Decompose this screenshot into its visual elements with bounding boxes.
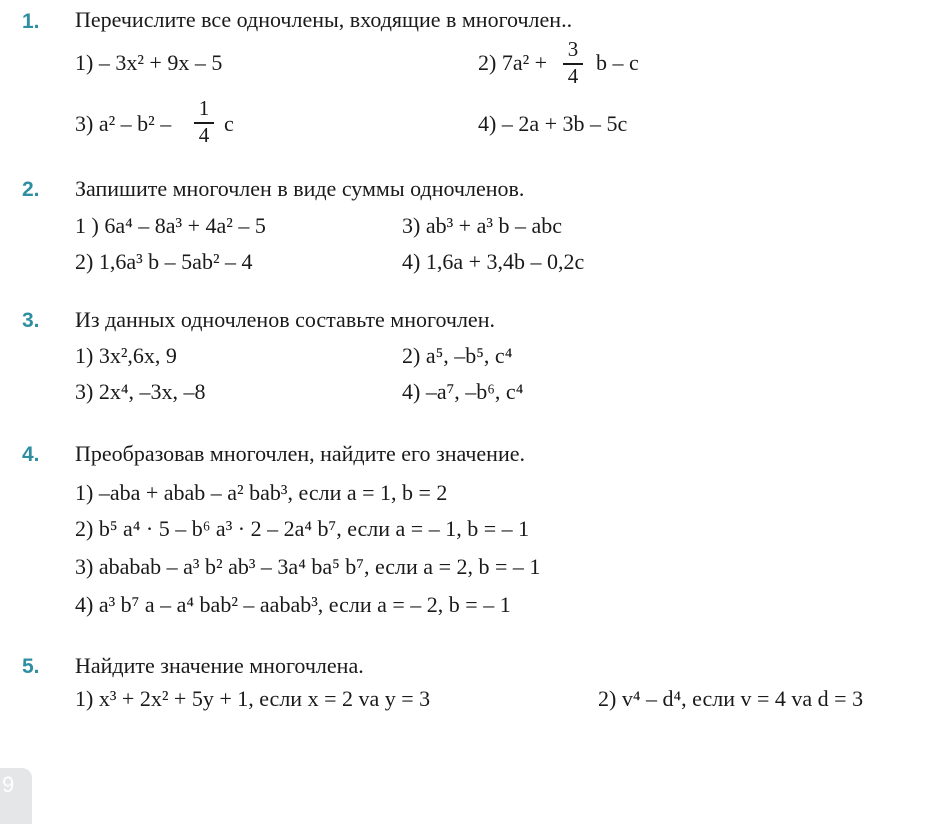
task-item: 1) – 3x² + 9x – 5 [75, 50, 223, 75]
task-number: 5. [22, 655, 40, 678]
task-item: b – c [596, 50, 639, 75]
task-number: 4. [22, 443, 40, 466]
task-question: Найдите значение многочлена. [75, 653, 364, 678]
fraction-numerator: 1 [198, 96, 210, 120]
task-question: Запишите многочлен в виде суммы одночленов. [75, 176, 525, 201]
task-item: 3) a² – b² – [75, 111, 172, 136]
task-item: 2) a⁵, –b⁵, c⁴ [402, 343, 513, 368]
task-item: 1) x³ + 2x² + 5y + 1, если x = 2 va y = 3 [75, 686, 431, 711]
task-item: 1) 3x²,6x, 9 [75, 343, 177, 368]
task-item: 1 ) 6a⁴ – 8a³ + 4a² – 5 [75, 213, 266, 238]
fraction-denominator: 4 [198, 123, 210, 147]
task-item: 4) a³ b⁷ a – a⁴ bab² – aabab³, если a = – 2, b = – 1 [75, 592, 511, 617]
task-item: 3) 2x⁴, –3x, –8 [75, 379, 206, 404]
task-item: 2) b⁵ a⁴ · 5 – b⁶ a³ · 2 – 2a⁴ b⁷, если a = – 1, b = – 1 [75, 516, 530, 541]
task-number: 2. [22, 178, 40, 201]
task-item: c [224, 111, 234, 136]
fraction-denominator: 4 [567, 64, 579, 88]
task-item: 4) – 2a + 3b – 5c [478, 111, 628, 136]
page-number-tab [0, 768, 32, 824]
task-item: 2) 1,6a³ b – 5ab² – 4 [75, 249, 253, 274]
task-item: 3) ab³ + a³ b – abc [402, 213, 562, 238]
fraction-numerator: 3 [567, 37, 579, 61]
task-item: 4) –a⁷, –b⁶, c⁴ [402, 379, 524, 404]
task-item: 1) –aba + abab – a² bab³, если a = 1, b = 2 [75, 480, 448, 505]
task-question: Преобразовав многочлен, найдите его значение. [75, 441, 525, 466]
task-item: 2) v⁴ – d⁴, если v = 4 va d = 3 [598, 686, 864, 711]
page-number: 9 [2, 772, 15, 797]
task-item: 2) 7a² + [478, 50, 548, 75]
task-item: 3) ababab – a³ b² ab³ – 3a⁴ ba⁵ b⁷, если a = 2, b = – 1 [75, 554, 541, 579]
task-question: Перечислите все одночлены, входящие в многочлен.. [75, 7, 573, 32]
task-question: Из данных одночленов составьте многочлен. [75, 307, 495, 332]
task-number: 1. [22, 10, 40, 33]
task-number: 3. [22, 309, 40, 332]
task-item: 4) 1,6a + 3,4b – 0,2c [402, 249, 585, 274]
